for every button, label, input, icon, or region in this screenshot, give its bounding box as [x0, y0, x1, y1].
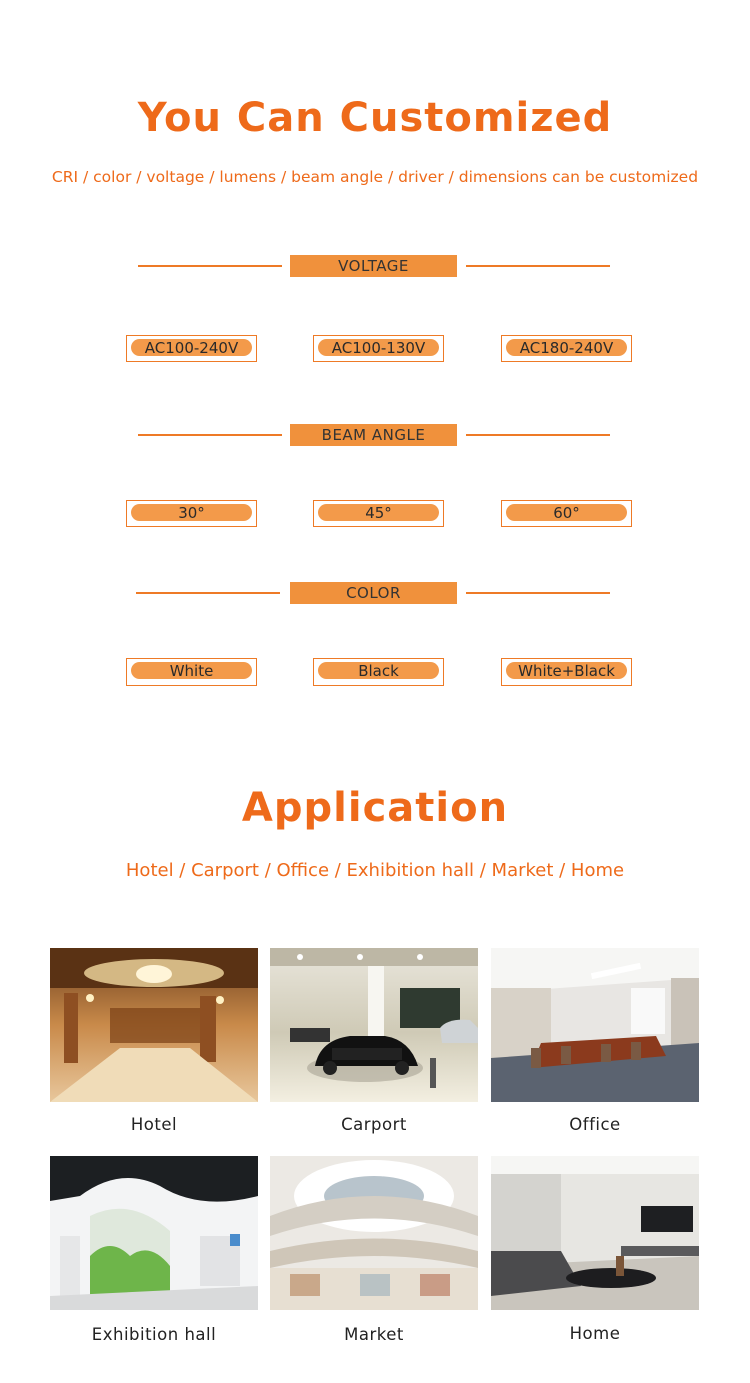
- living-room-photo: [491, 1156, 699, 1310]
- conference-room-photo: [491, 948, 699, 1102]
- color-section-header: [0, 582, 750, 604]
- option-beam-60[interactable]: [501, 500, 632, 527]
- customize-subtitle: CRI / color / voltage / lumens / beam angle / driver / dimensions can be customized: [51, 168, 699, 186]
- voltage-section-header: [0, 255, 750, 277]
- divider-left: [138, 265, 282, 267]
- option-beam-30[interactable]: [126, 500, 257, 527]
- divider-left: [136, 592, 280, 594]
- application-label: Exhibition hall: [91, 1325, 217, 1344]
- option-label: AC180-240V: [506, 339, 627, 356]
- application-card-exhibition-hall[interactable]: [50, 1156, 258, 1344]
- option-label: White+Black: [506, 662, 627, 679]
- application-label: Market: [344, 1325, 404, 1344]
- color-label: COLOR: [290, 582, 457, 604]
- application-card-carport[interactable]: [270, 948, 478, 1134]
- beam-angle-section-header: [0, 424, 750, 446]
- option-label: AC100-240V: [131, 339, 252, 356]
- car-showroom-photo: [270, 948, 478, 1102]
- option-label: 60°: [506, 504, 627, 521]
- option-voltage-ac180-240v[interactable]: [501, 335, 632, 362]
- option-color-black[interactable]: [313, 658, 444, 686]
- application-card-office[interactable]: [491, 948, 699, 1134]
- application-label: Hotel: [130, 1115, 178, 1134]
- divider-right: [466, 265, 610, 267]
- option-label: Black: [318, 662, 439, 679]
- option-label: 45°: [318, 504, 439, 521]
- option-label: AC100-130V: [318, 339, 439, 356]
- shopping-mall-photo: [270, 1156, 478, 1310]
- hotel-lobby-photo: [50, 948, 258, 1102]
- beam-angle-label: BEAM ANGLE: [290, 424, 457, 446]
- exhibition-hall-photo: [50, 1156, 258, 1310]
- option-voltage-ac100-130v[interactable]: [313, 335, 444, 362]
- application-subtitle: Hotel / Carport / Office / Exhibition hall / Market / Home: [125, 860, 625, 881]
- application-card-hotel[interactable]: [50, 948, 258, 1134]
- divider-right: [466, 592, 610, 594]
- divider-right: [466, 434, 610, 436]
- option-label: 30°: [131, 504, 252, 521]
- application-card-market[interactable]: [270, 1156, 478, 1344]
- option-color-white[interactable]: [126, 658, 257, 686]
- voltage-label: VOLTAGE: [290, 255, 457, 277]
- application-card-home[interactable]: [491, 1156, 699, 1343]
- application-label: Office: [569, 1115, 621, 1134]
- application-title: Application: [241, 785, 509, 831]
- customize-title: You Can Customized: [137, 95, 613, 141]
- option-color-white-black[interactable]: [501, 658, 632, 686]
- divider-left: [138, 434, 282, 436]
- option-voltage-ac100-240v[interactable]: [126, 335, 257, 362]
- application-label: Home: [569, 1324, 621, 1343]
- option-label: White: [131, 662, 252, 679]
- option-beam-45[interactable]: [313, 500, 444, 527]
- application-label: Carport: [341, 1115, 407, 1134]
